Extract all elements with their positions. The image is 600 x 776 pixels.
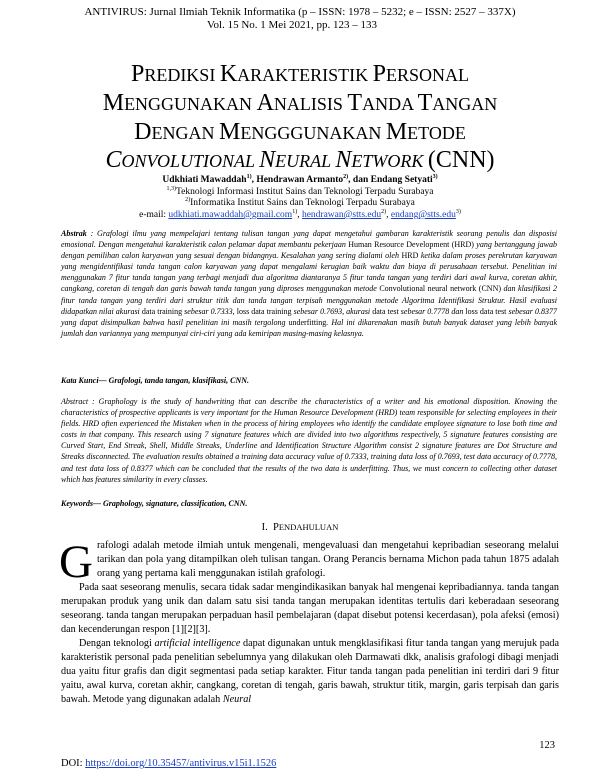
page-number: 123 bbox=[539, 740, 555, 751]
author-list: Udkhiati Mawaddah$^{1)}$, Hendrawan Armanto$^{2)}$, dan Endang Setyati$^{3)}$ bbox=[162, 173, 438, 185]
paragraph-3: Dengan teknologi artificial intelligence dapat digunakan untuk mengklasifikasi fitur tanda tangan yang merujuk pada karakteristik personal pada penelitian sebelumnya yang dilakukan oleh Darmawati dkk, analisis grafologi dibagi menjadi dua yaitu fitur grafis dan digit segmentasi pada setiap karakter. Fitur tanda tangan pada penelitian ini terdiri dari 9 fitur yaitu, awal kurva, coretan akhir, cangkang, coretan di tengah, garis bawah, struktur titik, margin, garis terpisah dan garis bawah. Metode yang digunakan adalah Neural bbox=[61, 638, 559, 705]
title-line-1: PREDIKSI KARAKTERISTIK PERSONAL bbox=[130, 61, 470, 87]
paragraph-1: Grafologi adalah metode ilmiah untuk mengenali, mengevaluasi dan mengetahui kepribadian seseorang melalui tarikan dan pola yang ditampilkan oleh tulisan tangan. Orang Perancis bernama Michon pada tahun 1875 adalah orang yang pertama kali menggunakan istilah grafologi. bbox=[59, 536, 559, 588]
abstrak-paragraph: Abstrak : Grafologi ilmu yang mempelajari tentang tulisan tangan yang dapat mengetahui gambaran karakteristik seorang penulis dan disposisi emosional. Dengan mengetahui karakteristik calon pelamar dapat membantu pekerjaan Human Resource Development (HRD) yang bertanggung jawab dengan pemilihan calon karyawan yang sesuai dengan bidangnya. Kesalahan yang sering dialami oleh HRD ketika dalam proses perekrutan karyawan yang mengidentifikasi tanda tangan calon karyawan yang dapat mengalami kerugian baik waktu dan biaya di perusahaan tersebut. Penelitian ini menggunakan 7 fitur tanda tangan yang terbagi menjadi dua algoritma diantaranya 5 fitur tanda tangan yang terdiri dari awal kurva, coretan akhir, cangkang, coretan di tengah dan garis bawah tanda tangan yang diproses menggunakan metode Convolutional neural network (CNN) dan klasifikasi 2 fitur tanda tangan yang terdiri dari struktur titik dan tanda tangan terpisah menggunakan metode Algoritma Identifikasi Struktur. Hasil evaluasi didapatkan nilai akurasi data training sebesar 0.7333, loss data training sebesar 0.7693, akurasi data test sebesar 0.7778 dan loss data test sebesar 0.8377 yang dapat disimpulkan bahwa hasil penelitian ini masih tergolong underfitting. Hal ini dikarenakan masih butuh banyak dataset yang lebih banyak jumlah dan variannya yang mempunyai ciri-ciri yang ada kemiripan masing-masing kelasnya. bbox=[61, 229, 557, 338]
section-heading-pendahuluan: I. PENDAHULUAN bbox=[261, 522, 339, 533]
doi-link[interactable]: https://doi.org/10.35457/antivirus.v15i1.1526 bbox=[85, 758, 277, 769]
email-line: e-mail: udkhiati.mawaddah@gmail.com$^{1)}$, hendrawan@stts.edu$^{2)}$, endang@stts.edu$^{3)}$ bbox=[139, 208, 461, 220]
kata-kunci: Kata Kunci— Grafologi, tanda tangan, klasifikasi, CNN. bbox=[61, 376, 250, 385]
body-text bbox=[59, 536, 559, 707]
email-link-2[interactable]: hendrawan@stts.edu bbox=[301, 210, 382, 220]
journal-header-line2: Vol. 15 No. 1 Mei 2021, pp. 123 – 133 bbox=[207, 19, 377, 31]
title-line-2: MENGGUNAKAN ANALISIS TANDA TANGAN bbox=[102, 90, 498, 116]
abstract-english-paragraph: Abstract : Graphology is the study of handwriting that can describe the characteristics of a writer and his emotional disposition. Knowing the characteristics of prospective applicants is very important for the Human Resource Development (HRD) team responsible for selecting employees in their fields. HRD often experienced the Mistaken when in the process of hiring employees who identify the candidate employee signature to lose both time and costs in that company. This research using 7 signature features which are divided into two algorithms respectively, 5 signature features consisting are Curved Start, End Streak, Shell, Middle Streaks, Underline and Identification Structure Algorithm consist 2 signature features are Dot Structure and Streaks disconnected. The evaluation results obtained a training data accuracy value of 0.7333, training data loss of 0.7693, test data accuracy of 0.7778, and test data loss of 0.8377 which can be concluded that the results of the two data is underfitting. Thus, we must concern to collecting other dataset which has features similarity in every classes. bbox=[61, 397, 557, 484]
keywords: Keywords— Graphology, signature, classification, CNN. bbox=[61, 499, 248, 508]
title-line-3: DENGAN MENGGGUNAKAN METODE bbox=[134, 119, 466, 145]
journal-header-line1: ANTIVIRUS: Jurnal Ilmiah Teknik Informatika (p – ISSN: 1978 – 5232; e – ISSN: 2527 – 337X) bbox=[84, 6, 516, 18]
paragraph-2: Pada saat seseorang menulis, secara tidak sadar mengindikasikan banyak hal mengenai kepribadiannya. tanda tangan merupakan produk yang unik dan dalam satu sisi tanda tangan merupakan identitas tertulis dari keberadaan seseorang seseorang. tanda tangan merupakan perpaduan hasil pembelajaran (dapat disebut potensi kecerdasan), pola afeksi (emosi) dan kecenderungan respon [1][2][3]. bbox=[61, 582, 559, 635]
email-link-1[interactable]: udkhiati.mawaddah@gmail.com bbox=[168, 210, 293, 220]
title-line-4: CONVOLUTIONAL NEURAL NETWORK (CNN) bbox=[105, 147, 495, 173]
doi-line: DOI: https://doi.org/10.35457/antivirus.v15i1.1526 bbox=[61, 758, 277, 769]
affiliation-1: $^{1,3)}$Teknologi Informasi Institut Sains dan Teknologi Terpadu Surabaya bbox=[166, 185, 434, 197]
affiliation-2: $^{2)}$Informatika Institut Sains dan Teknologi Terpadu Surabaya bbox=[185, 196, 415, 208]
drop-cap: G bbox=[59, 536, 93, 588]
email-link-3[interactable]: endang@stts.edu bbox=[390, 210, 456, 220]
